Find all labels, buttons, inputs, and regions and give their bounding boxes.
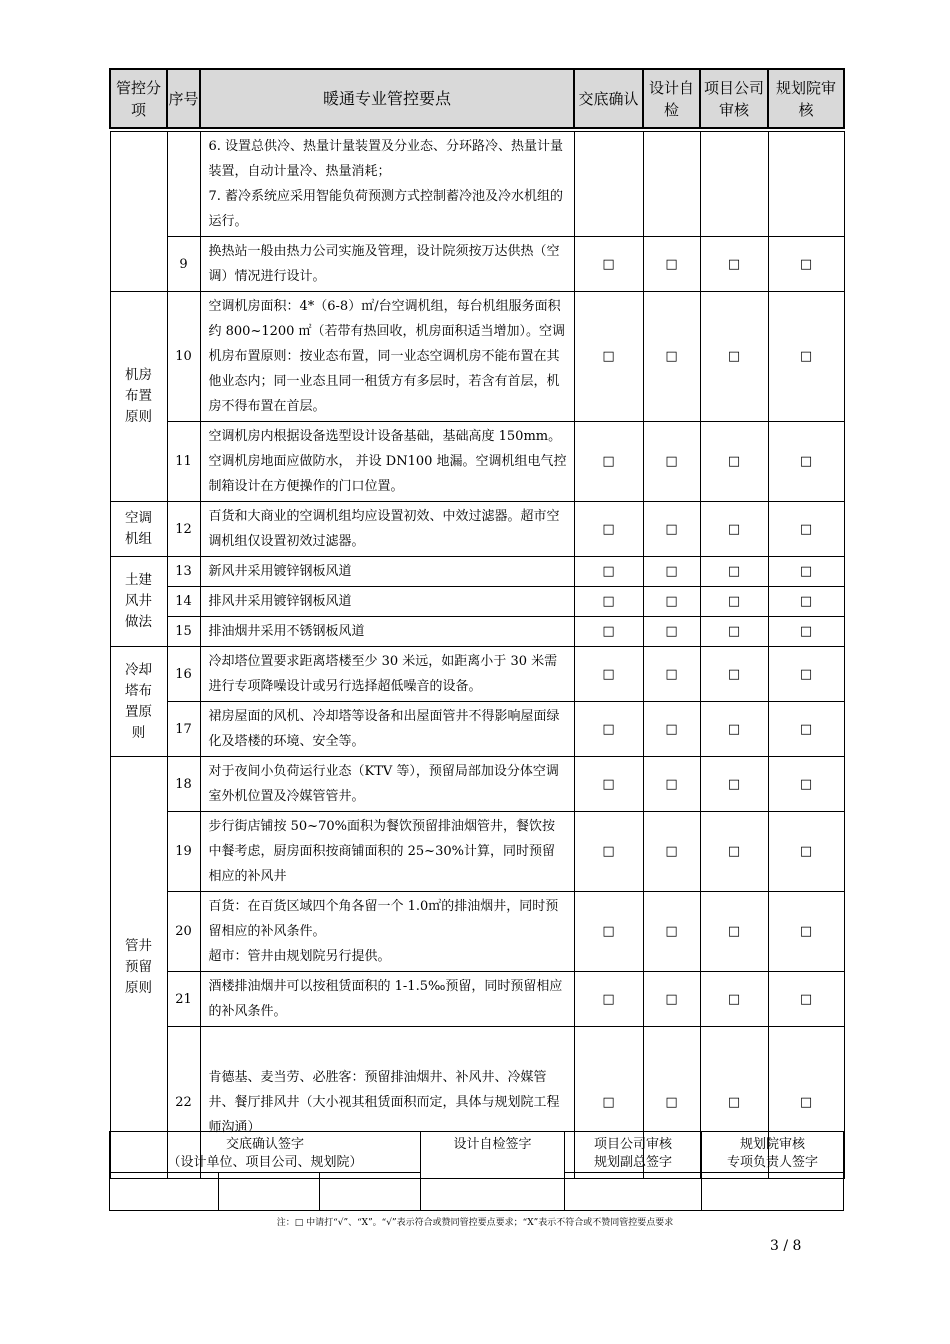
row-text — [200, 757, 574, 812]
self-check-checkbox[interactable]: □ — [643, 812, 700, 892]
row-line: 百货：在百货区域四个角各留一个 1.0㎡的排油烟井，同时预留相应的补风条件。 — [208, 899, 559, 939]
confirm-signature-label — [110, 1132, 421, 1173]
self-check-cell — [643, 132, 700, 237]
institute-signature-title: 规划院审核 — [740, 1137, 806, 1152]
company-review-checkbox[interactable]: □ — [700, 757, 768, 812]
row-text — [200, 892, 574, 972]
row-seq: 15 — [167, 617, 200, 647]
table-row — [110, 757, 844, 812]
row-line: 7. 蓄冷系统应采用智能负荷预测方式控制蓄冷池及冷水机组的运行。 — [208, 189, 564, 229]
table-row — [110, 237, 844, 292]
self-check-checkbox[interactable]: □ — [643, 292, 700, 422]
row-text — [200, 502, 574, 557]
category-cooling-tower: 冷却塔布置原则 — [110, 647, 167, 757]
confirm-checkbox[interactable]: □ — [574, 237, 643, 292]
confirm-cell — [574, 132, 643, 237]
row-line: 百货和大商业的空调机组均应设置初效、中效过滤器。超市空调机组仅设置初效过滤器。 — [208, 509, 560, 549]
institute-review-checkbox[interactable]: □ — [768, 587, 844, 617]
row-line: 肯德基、麦当劳、必胜客：预留排油烟井、补风井、冷媒管井、餐厅排风井（大小视其租赁面积而定，具体与规划院工程师沟通） — [208, 1070, 560, 1135]
signature-field-planning-institute[interactable] — [320, 1173, 421, 1211]
row-line: 换热站一般由热力公司实施及管理，设计院须按万达供热（空调）情况进行设计。 — [208, 244, 560, 284]
company-review-checkbox[interactable]: □ — [700, 812, 768, 892]
row-line: 空调机房内根据设备选型设计设备基础，基础高度 150mm。空调机房地面应做防水， 并设 DN100 地漏。空调机组电气控制箱设计在方便操作的门口位置。 — [208, 429, 567, 494]
confirm-signature-title: 交底确认签字 — [226, 1137, 305, 1152]
company-review-checkbox[interactable]: □ — [700, 972, 768, 1027]
category-shaft-method: 土建风井做法 — [110, 557, 167, 647]
company-review-cell — [700, 132, 768, 237]
signature-field-project-company[interactable] — [219, 1173, 320, 1211]
row-seq: 14 — [167, 587, 200, 617]
row-text — [200, 617, 574, 647]
row-line: 超市：管井由规划院另行提供。 — [208, 949, 391, 964]
row-seq: 20 — [167, 892, 200, 972]
institute-review-checkbox[interactable]: □ — [768, 647, 844, 702]
company-signature-label — [565, 1132, 702, 1173]
self-check-checkbox[interactable]: □ — [643, 422, 700, 502]
row-text — [200, 422, 574, 502]
row-text — [200, 292, 574, 422]
row-seq: 9 — [167, 237, 200, 292]
self-check-checkbox[interactable]: □ — [643, 1027, 700, 1179]
table-row — [110, 557, 844, 587]
row-text — [200, 972, 574, 1027]
control-points-table — [109, 68, 845, 1179]
row-text — [200, 557, 574, 587]
signature-field-design-unit[interactable] — [110, 1173, 219, 1211]
company-review-checkbox[interactable]: □ — [700, 237, 768, 292]
table-row — [110, 617, 844, 647]
row-line: 裙房屋面的风机、冷却塔等设备和出屋面管井不得影响屋面绿化及塔楼的环境、安全等。 — [208, 709, 560, 749]
self-check-checkbox[interactable]: □ — [643, 702, 700, 757]
row-seq: 17 — [167, 702, 200, 757]
row-text — [200, 587, 574, 617]
category-room-layout: 机房布置原则 — [110, 292, 167, 502]
company-signature-sub: 规划副总签字 — [594, 1155, 673, 1170]
row-seq: 12 — [167, 502, 200, 557]
table-row — [110, 292, 844, 422]
institute-signature-label — [702, 1132, 844, 1173]
confirm-checkbox[interactable]: □ — [574, 1027, 643, 1179]
row-seq: 11 — [167, 422, 200, 502]
institute-review-checkbox[interactable]: □ — [768, 422, 844, 502]
company-review-checkbox[interactable]: □ — [700, 1027, 768, 1179]
confirm-checkbox[interactable]: □ — [574, 757, 643, 812]
row-seq: 22 — [167, 1027, 200, 1179]
self-check-signature-label — [421, 1132, 565, 1211]
self-check-signature-title: 设计自检签字 — [453, 1137, 532, 1152]
institute-review-checkbox[interactable]: □ — [768, 237, 844, 292]
header-confirm: 交底确认 — [574, 69, 643, 128]
table-row — [110, 422, 844, 502]
header-category: 管控分项 — [110, 69, 167, 128]
row-text — [200, 132, 574, 237]
institute-review-checkbox[interactable]: □ — [768, 557, 844, 587]
institute-review-checkbox[interactable]: □ — [768, 502, 844, 557]
self-check-checkbox[interactable]: □ — [643, 557, 700, 587]
table-row — [110, 502, 844, 557]
institute-review-checkbox[interactable]: □ — [768, 292, 844, 422]
row-text — [200, 812, 574, 892]
table-row — [110, 972, 844, 1027]
self-check-checkbox[interactable]: □ — [643, 237, 700, 292]
confirm-checkbox[interactable]: □ — [574, 702, 643, 757]
institute-signature-sub: 专项负责人签字 — [727, 1155, 819, 1170]
institute-review-checkbox[interactable]: □ — [768, 812, 844, 892]
row-seq — [167, 132, 200, 237]
row-line: 步行街店铺按 50~70%面积为餐饮预留排油烟管井，餐饮按中餐考虑，厨房面积按商铺面积的 25~30%计算，同时预留相应的补风井 — [208, 819, 555, 884]
institute-review-checkbox[interactable]: □ — [768, 757, 844, 812]
confirm-signature-sub: （设计单位、项目公司、规划院） — [167, 1155, 363, 1170]
company-review-checkbox[interactable]: □ — [700, 422, 768, 502]
confirm-checkbox[interactable]: □ — [574, 557, 643, 587]
table-row — [110, 647, 844, 702]
confirm-checkbox[interactable]: □ — [574, 647, 643, 702]
company-review-checkbox[interactable]: □ — [700, 587, 768, 617]
self-check-checkbox[interactable]: □ — [643, 587, 700, 617]
row-seq: 16 — [167, 647, 200, 702]
company-review-checkbox[interactable]: □ — [700, 557, 768, 587]
table-header-row — [110, 69, 844, 128]
row-line: 空调机房面积：4*（6-8）㎡/台空调机组，每台机组服务面积约 800~1200 ㎡（若带有热回收，机房面积适当增加）。空调机房布置原则：按业态布置，同一业态空调机房不能布置在其他业态内；同一业态且同一租赁方有多层时，若含有首层，机房不得布置在首层。 — [208, 299, 566, 414]
signature-field-institute-review[interactable] — [702, 1173, 844, 1211]
row-text — [200, 647, 574, 702]
header-company-review: 项目公司审核 — [700, 69, 768, 128]
row-line: 排风井采用镀锌钢板风道 — [208, 594, 352, 609]
page-number: 3 / 8 — [770, 1238, 802, 1254]
institute-review-checkbox[interactable]: □ — [768, 972, 844, 1027]
row-seq: 13 — [167, 557, 200, 587]
confirm-checkbox[interactable]: □ — [574, 587, 643, 617]
signature-header-row — [110, 1132, 844, 1173]
institute-review-checkbox[interactable]: □ — [768, 892, 844, 972]
row-line: 酒楼排油烟井可以按租赁面积的 1-1.5‰预留，同时预留相应的补风条件。 — [208, 979, 563, 1019]
self-check-checkbox[interactable]: □ — [643, 757, 700, 812]
institute-review-checkbox[interactable]: □ — [768, 1027, 844, 1179]
self-check-checkbox[interactable]: □ — [643, 972, 700, 1027]
row-seq: 18 — [167, 757, 200, 812]
row-seq: 10 — [167, 292, 200, 422]
footnote: 注：□ 中请打“√”、“X”。“√”表示符合或赞同管控要点要求；“X”表示不符合或不赞同管控要点要求 — [276, 1218, 674, 1228]
self-check-checkbox[interactable]: □ — [643, 892, 700, 972]
row-text — [200, 237, 574, 292]
confirm-checkbox[interactable]: □ — [574, 972, 643, 1027]
row-line: 冷却塔位置要求距离塔楼至少 30 米远，如距离小于 30 米需进行专项降噪设计或另行选择超低噪音的设备。 — [208, 654, 558, 694]
row-line: 排油烟井采用不锈钢板风道 — [208, 624, 365, 639]
table-row — [110, 812, 844, 892]
self-check-checkbox[interactable]: □ — [643, 617, 700, 647]
header-self-check: 设计自检 — [643, 69, 700, 128]
category-ahu: 空调机组 — [110, 502, 167, 557]
row-line: 6. 设置总供冷、热量计量装置及分业态、分环路冷、热量计量装置，自动计量冷、热量消耗； — [208, 139, 564, 179]
institute-review-checkbox[interactable]: □ — [768, 702, 844, 757]
company-review-checkbox[interactable]: □ — [700, 647, 768, 702]
institute-review-cell — [768, 132, 844, 237]
confirm-checkbox[interactable]: □ — [574, 812, 643, 892]
confirm-checkbox[interactable]: □ — [574, 502, 643, 557]
company-review-checkbox[interactable]: □ — [700, 892, 768, 972]
institute-review-checkbox[interactable]: □ — [768, 617, 844, 647]
header-points: 暖通专业管控要点 — [200, 69, 574, 128]
row-seq: 21 — [167, 972, 200, 1027]
header-seq: 序号 — [167, 69, 200, 128]
category-pipe-shaft: 管井预留原则 — [110, 757, 167, 1179]
row-text — [200, 702, 574, 757]
signature-field-company-review[interactable] — [565, 1173, 702, 1211]
company-review-checkbox[interactable]: □ — [700, 702, 768, 757]
company-review-checkbox[interactable]: □ — [700, 292, 768, 422]
confirm-checkbox[interactable]: □ — [574, 892, 643, 972]
header-institute-review: 规划院审核 — [768, 69, 844, 128]
company-signature-title: 项目公司审核 — [594, 1137, 673, 1152]
confirm-checkbox[interactable]: □ — [574, 422, 643, 502]
table-row — [110, 702, 844, 757]
signature-table — [109, 1131, 844, 1211]
self-check-checkbox[interactable]: □ — [643, 502, 700, 557]
row-line: 新风井采用镀锌钢板风道 — [208, 564, 352, 579]
row-seq: 19 — [167, 812, 200, 892]
table-row — [110, 892, 844, 972]
company-review-checkbox[interactable]: □ — [700, 617, 768, 647]
confirm-checkbox[interactable]: □ — [574, 292, 643, 422]
self-check-checkbox[interactable]: □ — [643, 647, 700, 702]
company-review-checkbox[interactable]: □ — [700, 502, 768, 557]
row-line: 对于夜间小负荷运行业态（KTV 等），预留局部加设分体空调室外机位置及冷媒管管井。 — [208, 764, 559, 804]
table-row — [110, 587, 844, 617]
table-row — [110, 132, 844, 237]
category-cell-empty — [110, 132, 167, 292]
confirm-checkbox[interactable]: □ — [574, 617, 643, 647]
